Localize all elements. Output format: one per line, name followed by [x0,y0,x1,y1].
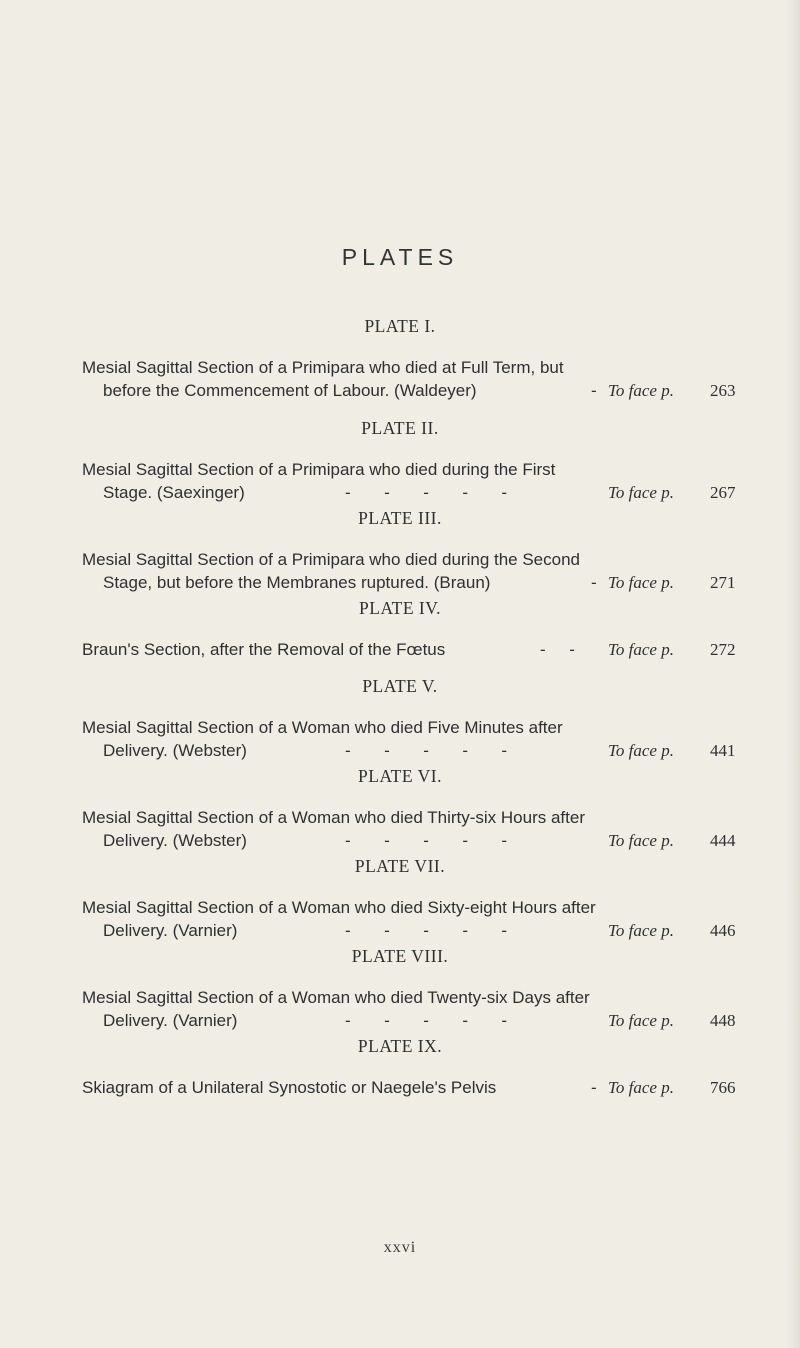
leader-dashes: - - - - - [345,741,516,760]
plate-caption-line-1: Mesial Sagittal Section of a Woman who died Thirty-six Hours after [82,808,585,827]
leader-dashes: - [591,573,597,592]
page-number: 448 [710,1011,736,1030]
page-number: 263 [710,381,736,400]
plate-caption-line-1: Mesial Sagittal Section of a Primipara who died during the First [82,460,556,479]
to-face-label: To face p. [608,921,674,940]
page-number: 766 [710,1078,736,1097]
folio-number: xxvi [383,1239,417,1256]
page-heading: PLATES [341,244,459,270]
to-face-label: To face p. [608,573,674,592]
to-face-label: To face p. [608,831,674,850]
page-number: 271 [710,573,736,592]
to-face-label: To face p. [608,741,674,760]
plate-caption-line-2: Delivery. (Varnier) [103,1011,238,1030]
to-face-label: To face p. [608,483,674,502]
plate-caption-line-2: Delivery. (Webster) [103,831,247,850]
plate-caption-line-2: Delivery. (Varnier) [103,921,238,940]
to-face-label: To face p. [608,1011,674,1030]
leader-dashes: - - - - - [345,483,516,502]
plate-title: PLATE VIII. [351,946,449,966]
page-number: 272 [710,640,736,659]
leader-dashes: - [591,381,597,400]
plate-caption-line-2: before the Commencement of Labour. (Waldeyer) [103,381,477,400]
to-face-label: To face p. [608,1078,674,1097]
leader-dashes: - - - - - [345,921,516,940]
plate-title: PLATE I. [364,316,436,336]
leader-dashes: - [591,1078,597,1097]
plate-caption-line-1: Mesial Sagittal Section of a Woman who died Sixty-eight Hours after [82,898,596,917]
plate-caption-line-2: Stage, but before the Membranes ruptured. (Braun) [103,573,491,592]
plate-caption-line-1: Mesial Sagittal Section of a Woman who died Five Minutes after [82,718,563,737]
plate-title: PLATE IV. [359,598,441,618]
page-number: 446 [710,921,736,940]
to-face-label: To face p. [608,381,674,400]
page-edge-shadow [786,0,800,1348]
plate-caption-line-1: Mesial Sagittal Section of a Woman who died Twenty-six Days after [82,988,590,1007]
page-number: 441 [710,741,736,760]
to-face-label: To face p. [608,640,674,659]
plate-title: PLATE III. [358,508,442,528]
plate-caption-line-1: Mesial Sagittal Section of a Primipara who died at Full Term, but [82,358,564,377]
page-number: 444 [710,831,736,850]
leader-dashes: - - - - - [345,831,516,850]
plate-caption-line-1: Braun's Section, after the Removal of the Fœtus [82,640,446,659]
plate-title: PLATE VII. [354,856,446,876]
plate-caption-line-1: Skiagram of a Unilateral Synostotic or Naegele's Pelvis [82,1078,497,1097]
leader-dashes: - - [540,640,575,659]
plate-title: PLATE IX. [357,1036,443,1056]
plate-title: PLATE VI. [358,766,442,786]
leader-dashes: - - - - - [345,1011,516,1030]
plate-caption-line-2: Stage. (Saexinger) [103,483,245,502]
page-number: 267 [710,483,736,502]
plate-title: PLATE II. [361,418,439,438]
plate-caption-line-2: Delivery. (Webster) [103,741,247,760]
plate-caption-line-1: Mesial Sagittal Section of a Primipara who died during the Second [82,550,581,569]
plate-title: PLATE V. [362,676,438,696]
